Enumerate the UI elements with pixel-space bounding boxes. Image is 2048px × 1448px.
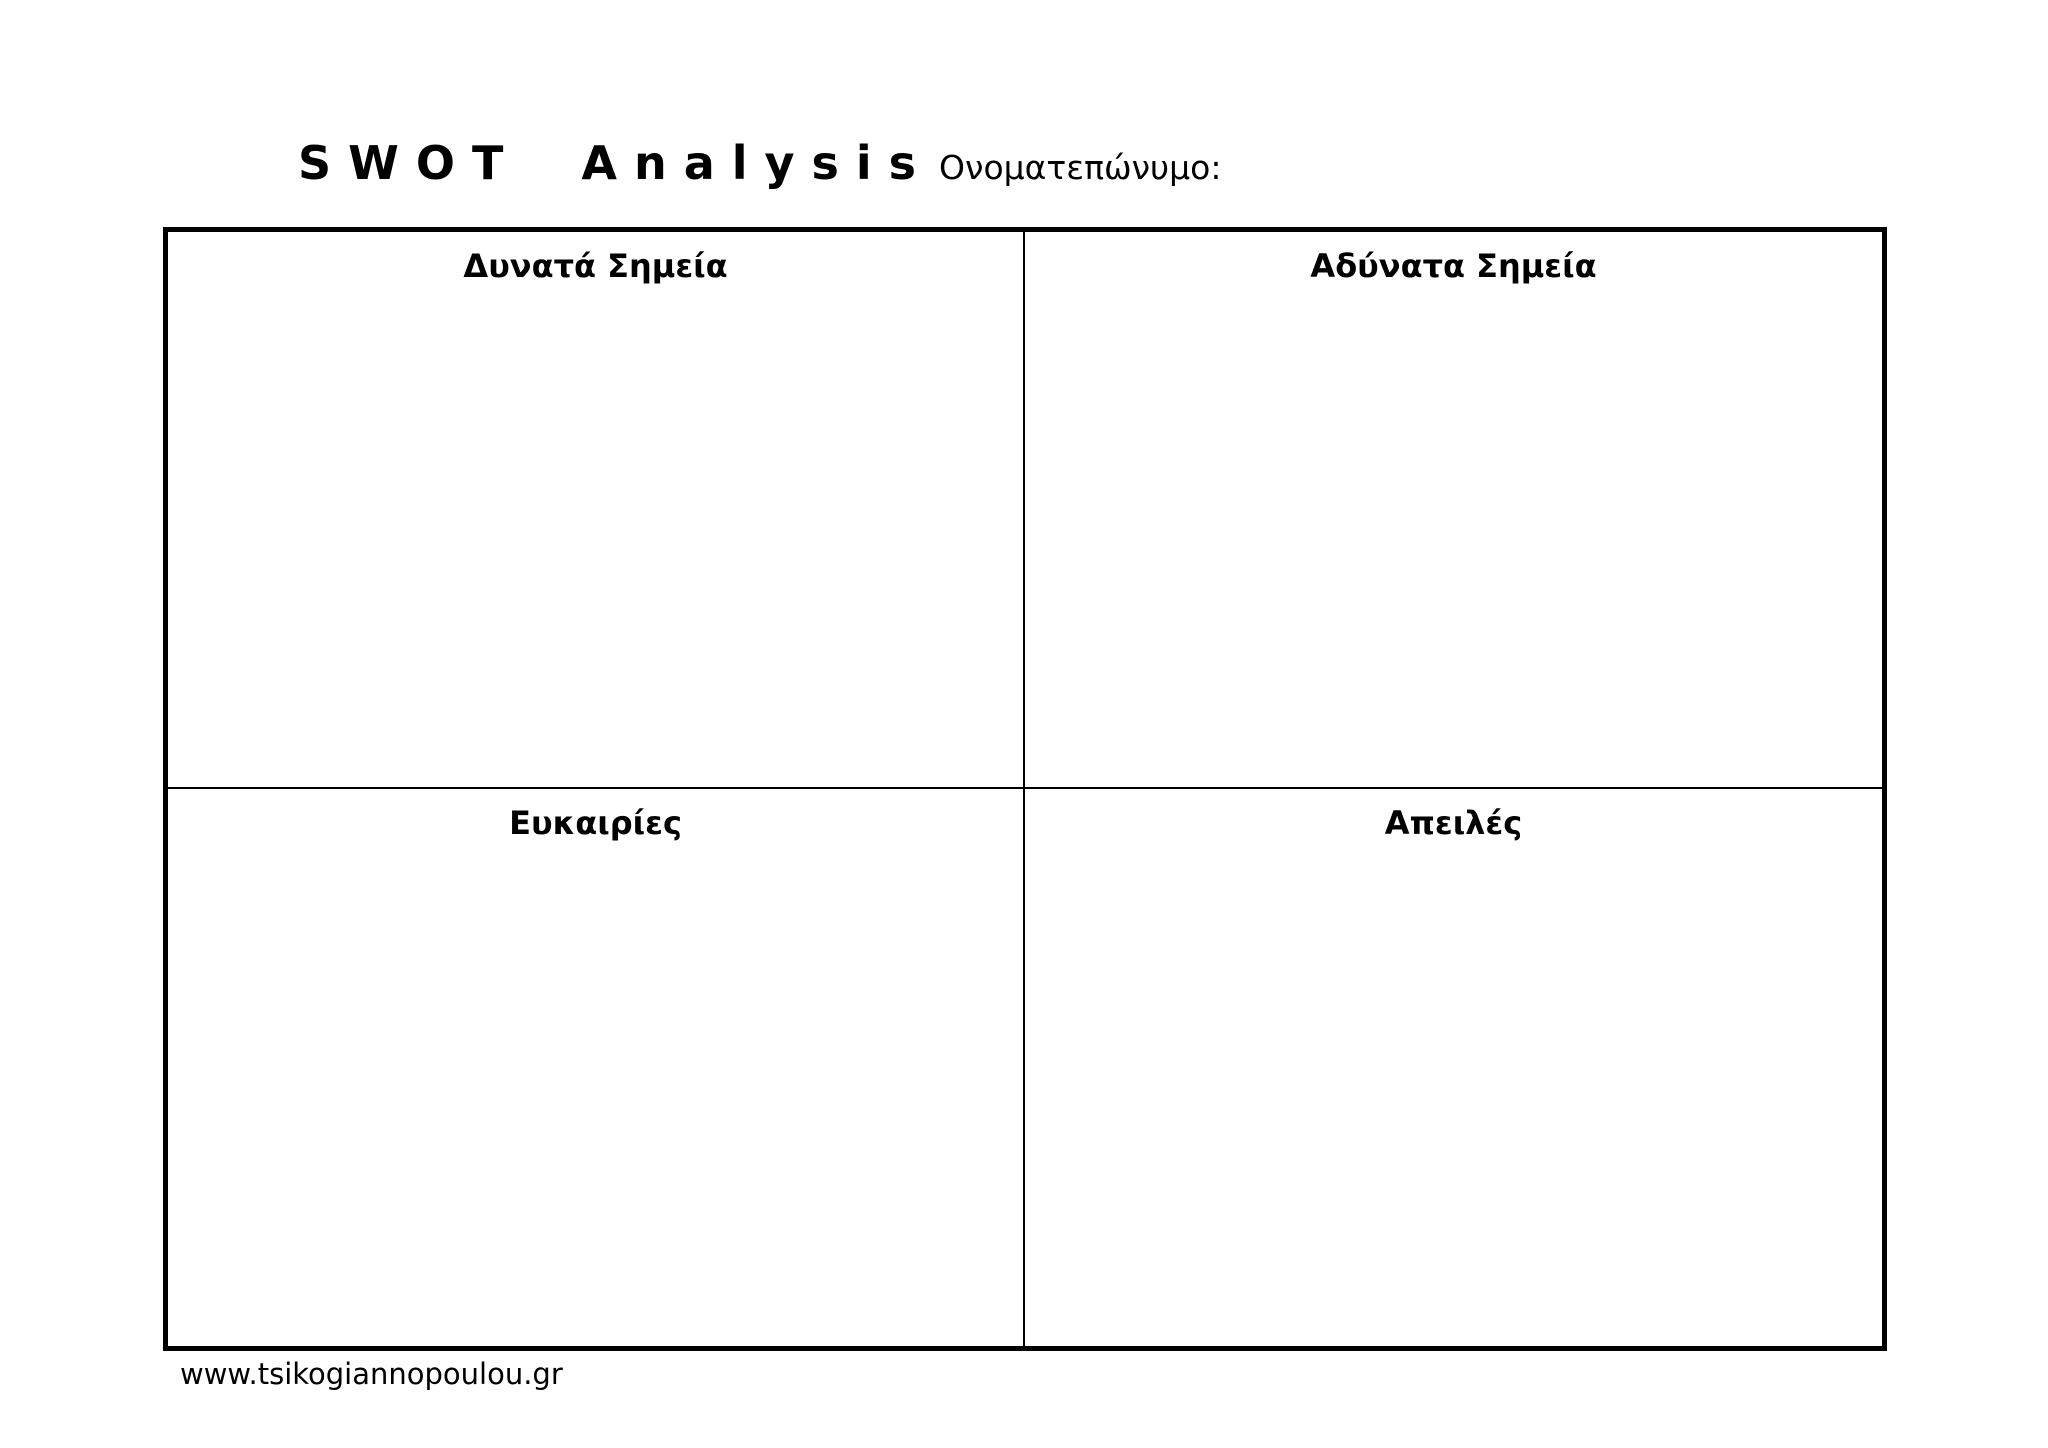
page-title: SWOT Analysis bbox=[298, 136, 934, 190]
quadrant-threats bbox=[1025, 789, 1882, 1346]
swot-grid bbox=[163, 227, 1887, 1351]
quadrant-heading-opportunities: Ευκαιρίες bbox=[509, 804, 682, 842]
name-field-label: Ονοματεπώνυμο: bbox=[939, 148, 1222, 187]
quadrant-heading-strengths: Δυνατά Σημεία bbox=[463, 247, 728, 285]
quadrant-heading-threats: Απειλές bbox=[1384, 804, 1523, 842]
quadrant-heading-weaknesses: Αδύνατα Σημεία bbox=[1310, 247, 1597, 285]
footer-url: www.tsikogiannopoulou.gr bbox=[180, 1357, 563, 1391]
quadrant-weaknesses bbox=[1025, 232, 1882, 789]
quadrant-opportunities bbox=[168, 789, 1025, 1346]
page-header bbox=[298, 136, 1221, 196]
quadrant-strengths bbox=[168, 232, 1025, 789]
